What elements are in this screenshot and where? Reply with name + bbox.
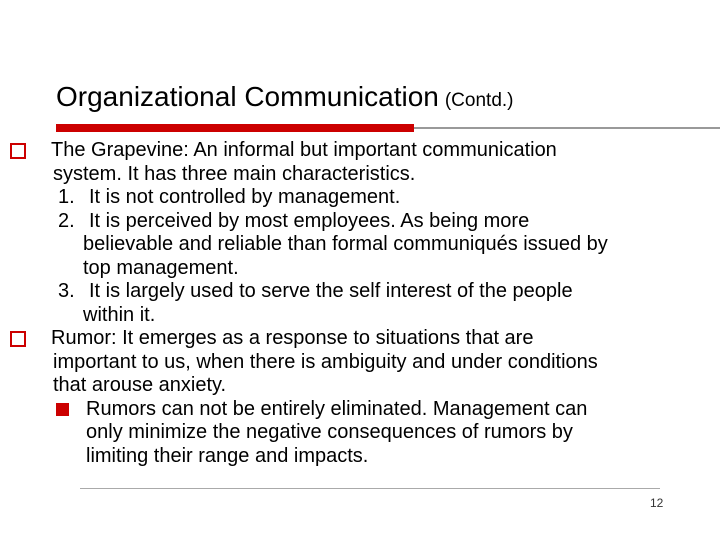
rumor-term: Rumor: [51, 327, 112, 349]
title-underline-rule: [414, 127, 720, 129]
hollow-square-bullet-icon: [10, 143, 26, 159]
item-text: It is perceived by most employees. As being more: [89, 209, 530, 232]
item-number: 1.: [58, 186, 75, 208]
grapevine-intro-line-2: system. It has three main characteristics.: [53, 162, 416, 185]
hollow-square-bullet-icon: [10, 331, 26, 347]
item-text: It is largely used to serve the self interest of the people: [89, 280, 573, 302]
item-number: 3.: [58, 280, 75, 302]
grapevine-item-3-line-2: within it.: [83, 303, 156, 326]
footer-rule: [80, 488, 660, 489]
slide-title: [56, 80, 514, 118]
slide-body: [10, 139, 718, 468]
rumor-sub-point: [56, 398, 718, 422]
grapevine-item-2: [58, 210, 718, 234]
item-text: It is not controlled by management.: [89, 186, 401, 208]
rumor-intro-text: : It emerges as a response to situations that are: [111, 327, 534, 349]
item-number: 2.: [58, 209, 75, 232]
slide-title-suffix: (Contd.): [444, 90, 514, 111]
grapevine-item-2-line-2: believable and reliable than formal communiqués issued by: [83, 233, 608, 255]
grapevine-intro-text: An informal but important communication: [193, 139, 557, 161]
slide-title-text: Organizational Communication: [56, 81, 439, 112]
page-number: 12: [650, 496, 664, 510]
grapevine-intro-line-1: [51, 139, 557, 163]
grapevine-point: [10, 139, 718, 163]
grapevine-item-3: [58, 280, 718, 304]
rumor-intro-line-1: [51, 327, 533, 351]
grapevine-item-2-line-3: top management.: [83, 256, 239, 279]
rumor-intro-line-3: that arouse anxiety.: [53, 374, 227, 396]
rumor-sub-point-line-2: only minimize the negative consequences of rumors by: [86, 421, 573, 443]
rumor-intro-line-2: important to us, when there is ambiguity and under conditions: [53, 350, 598, 373]
rumor-sub-point-line-3: limiting their range and impacts.: [86, 444, 369, 467]
rumor-sub-point-line-1: Rumors can not be entirely eliminated. Management can: [86, 397, 588, 420]
grapevine-term: The Grapevine:: [51, 139, 189, 161]
filled-square-bullet-icon: [56, 403, 69, 416]
rumor-point: [10, 327, 718, 351]
grapevine-item-1: [58, 186, 718, 210]
title-underline-accent: [56, 124, 414, 132]
